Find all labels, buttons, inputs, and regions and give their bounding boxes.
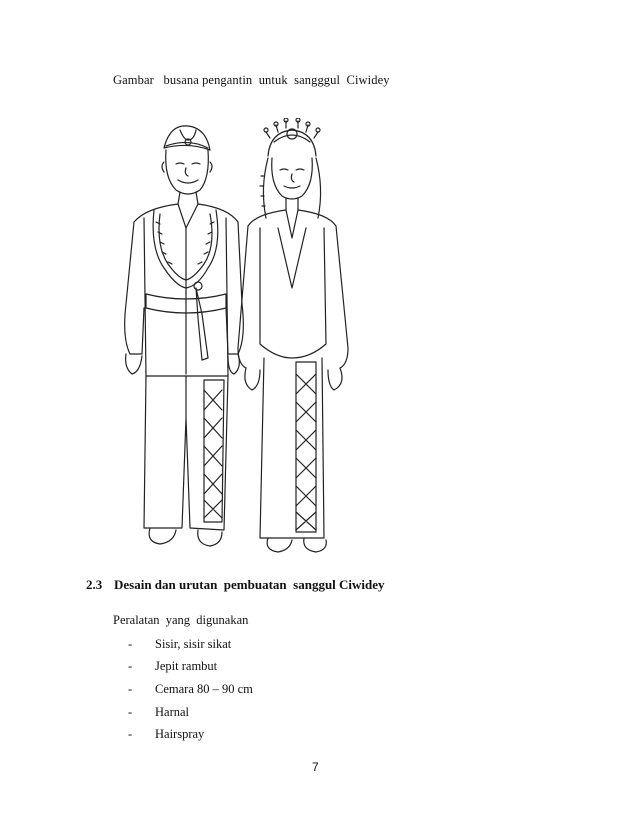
list-item <box>128 656 253 679</box>
list-item <box>128 723 253 746</box>
list-bullet: - <box>128 727 133 742</box>
bride-figure <box>238 118 348 552</box>
equipment-intro: Peralatan yang digunakan <box>113 613 249 627</box>
list-item <box>128 633 253 656</box>
equipment-list <box>128 633 253 746</box>
groom-figure <box>125 126 244 546</box>
list-bullet: - <box>128 681 133 696</box>
list-item-text: Hairspray <box>155 727 205 742</box>
list-bullet: - <box>128 659 133 674</box>
list-item-text: Cemara 80 – 90 cm <box>155 681 253 696</box>
list-item <box>128 678 253 701</box>
figure-caption: Gambar busana pengantin untuk sangggul Ciwidey <box>113 73 390 87</box>
list-bullet: - <box>128 704 133 719</box>
section-heading <box>86 577 385 593</box>
wedding-attire-illustration <box>100 118 360 558</box>
section-title: Desain dan urutan pembuatan sanggul Ciwidey <box>114 577 385 592</box>
list-item <box>128 701 253 724</box>
page-number: 7 <box>312 760 319 774</box>
section-number: 2.3 <box>86 577 103 592</box>
list-item-text: Jepit rambut <box>155 659 218 674</box>
list-bullet: - <box>128 636 133 651</box>
list-item-text: Sisir, sisir sikat <box>155 636 232 651</box>
list-item-text: Harnal <box>155 704 190 719</box>
